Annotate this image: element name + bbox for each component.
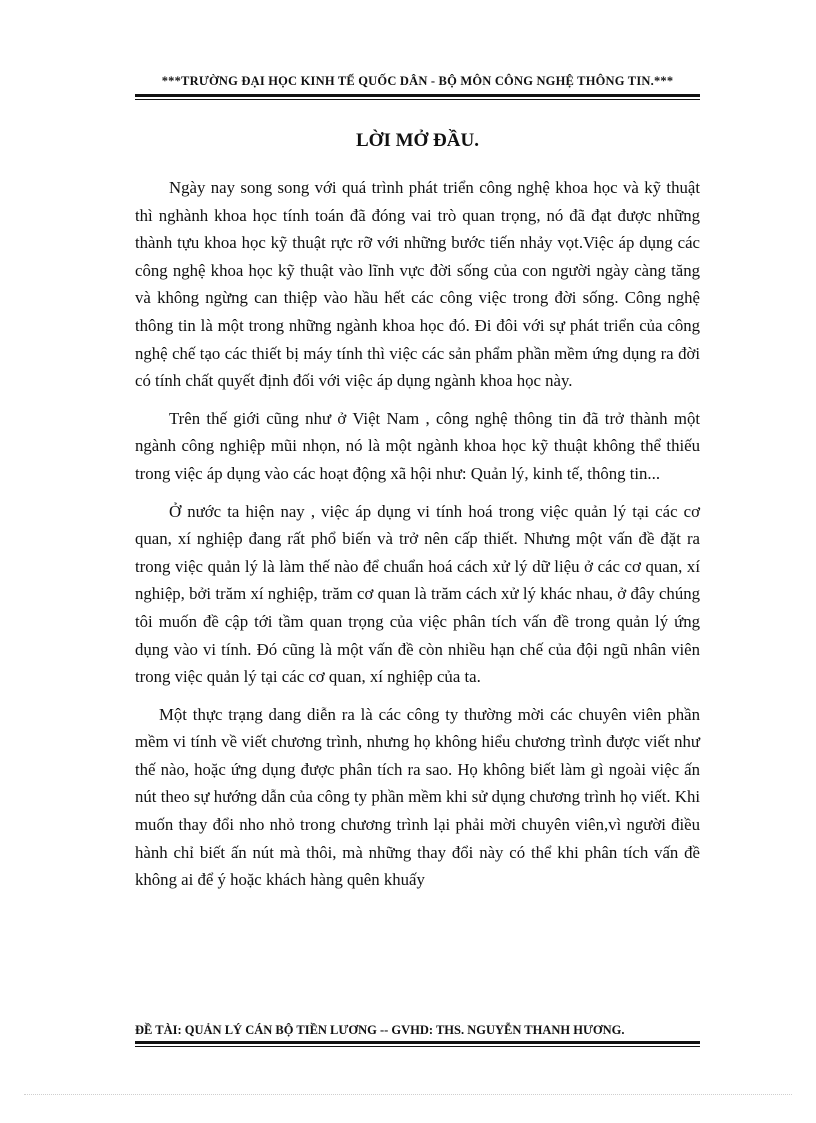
paragraph-1: Ngày nay song song với quá trình phát triển công nghệ khoa học và kỹ thuật thì nghành khoa học tính toán đã đóng vai trò quan trọng, nó đã đạt được những thành tựu khoa học kỹ thuật rực rỡ với những bước tiến nhảy vọt.Việc áp dụng các công nghệ khoa học kỹ thuật vào lĩnh vực đời sống của con người ngày càng tăng và không ngừng can thiệp vào hầu hết các công việc trong đời sống. Công nghệ thông tin là một trong những ngành khoa học đó. Đi đôi với sự phát triển của công nghệ chế tạo các thiết bị máy tính thì việc các sản phẩm phần mềm ứng dụng ra đời có tính chất quyết định đối với việc áp dụng ngành khoa học này. (135, 178, 700, 391)
paragraph-4: Một thực trạng dang diễn ra là các công ty thường mời các chuyên viên phần mềm vi tính về viết chương trình, nhưng họ không hiểu chương trình được viết như thế nào, hoặc ứng dụng được phân tích ra sao. Họ không biết làm gì ngoài việc ấn nút theo sự hướng dẫn của công ty phần mềm khi sử dụng chương trình họ viết. Khi muốn thay đổi nho nhỏ trong chương trình lại phải mời chuyên viên,vì người điều hành chỉ biết ấn nút mà thôi, mà những thay đổi này có thể khi phân tích vấn đề không ai để ý hoặc khách hàng quên khuấy (135, 704, 700, 890)
header-rule-thin (135, 99, 700, 100)
footer-rule-thin (135, 1046, 700, 1047)
header-rule-thick (135, 94, 700, 97)
document-title: LỜI MỞ ĐẦU. (356, 130, 479, 151)
page-footer: ĐỀ TÀI: QUẢN LÝ CÁN BỘ TIỀN LƯƠNG -- GVHD: THS. NGUYỄN THANH HƯƠNG. (135, 1023, 625, 1037)
body-text (135, 174, 700, 904)
page-bottom-divider (24, 1094, 792, 1095)
page-header: ***TRƯỜNG ĐẠI HỌC KINH TẾ QUỐC DÂN - BỘ MÔN CÔNG NGHỆ THÔNG TIN.*** (161, 74, 674, 88)
footer-rule-thick (135, 1041, 700, 1044)
paragraph-3: Ở nước ta hiện nay , việc áp dụng vi tính hoá trong việc quản lý tại các cơ quan, xí nghiệp đang rất phổ biến và trở nên cấp thiết. Nhưng một vấn đề đặt ra trong việc quản lý là làm thế nào để chuẩn hoá cách xử lý dữ liệu ở các cơ quan, xí nghiệp, bởi trăm xí nghiệp, trăm cơ quan là trăm cách xử lý khác nhau, ở đây chúng tôi muốn đề cập tới tầm quan trọng của việc phân tích vấn đề trong quản lý ứng dụng vào vi tính. Đó cũng là một vấn đề còn nhiều hạn chế của đội ngũ nhân viên trong việc quản lý tại các cơ quan, xí nghiệp của ta. (135, 501, 700, 687)
paragraph-2: Trên thế giới cũng như ở Việt Nam , công nghệ thông tin đã trở thành một ngành công nghiệp mũi nhọn, nó là một ngành khoa học kỹ thuật không thể thiếu trong việc áp dụng vào các hoạt động xã hội như: Quản lý, kinh tế, thông tin... (135, 408, 700, 483)
